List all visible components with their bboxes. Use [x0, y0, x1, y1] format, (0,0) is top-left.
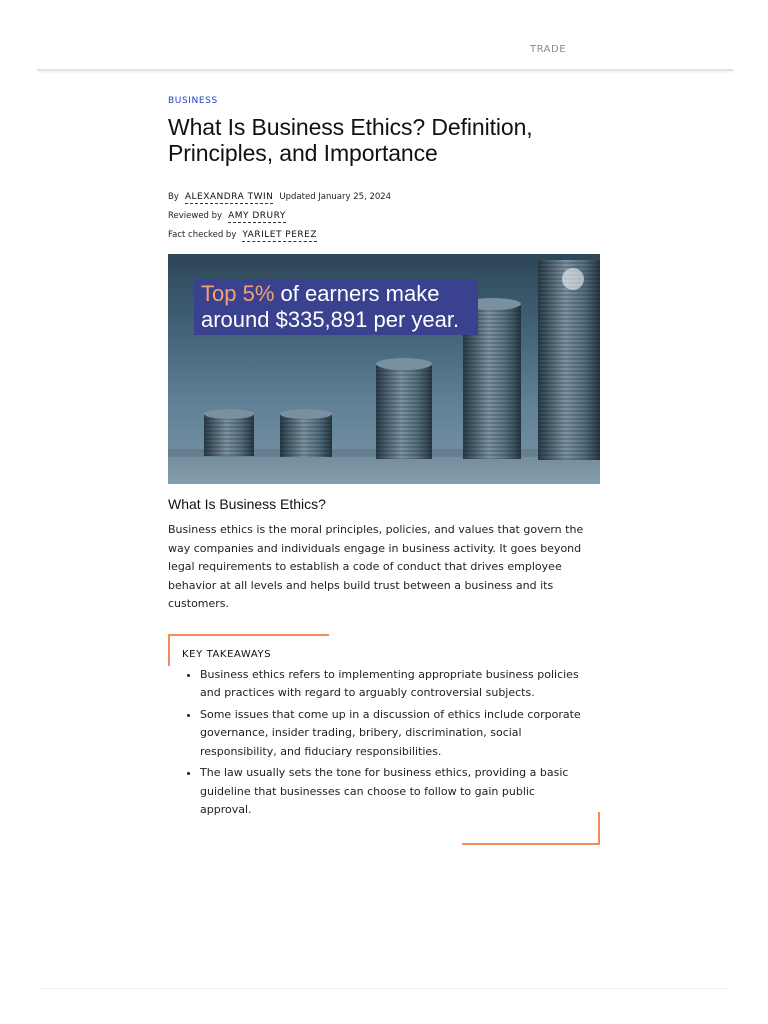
footer-divider: [40, 988, 728, 989]
category-link[interactable]: BUSINESS: [168, 96, 218, 106]
updated-date: Updated January 25, 2024: [279, 192, 392, 202]
accent-corner-right: [598, 812, 600, 845]
byline-reviewed-prefix: Reviewed by: [168, 211, 223, 221]
ad-highlight: Top 5%: [201, 281, 275, 306]
ad-headline-box: [194, 279, 478, 335]
byline-reviewer-row: [168, 207, 600, 226]
ad-line1-rest: of earners make: [274, 281, 440, 306]
factchecker-link[interactable]: YARILET PEREZ: [242, 230, 318, 240]
article: [168, 88, 600, 845]
accent-corner-top: [168, 634, 329, 636]
accent-corner-left: [168, 634, 170, 666]
header-divider: [37, 69, 733, 71]
key-takeaways-box: [168, 634, 600, 845]
byline-factcheck-prefix: Fact checked by: [168, 230, 237, 240]
list-item: • Business ethics refers to implementing appropriate business policies and practices with regard to arguably controversial subjects.: [200, 666, 582, 703]
byline: [168, 188, 600, 245]
list-item: • Some issues that come up in a discussion of ethics include corporate governance, insider trading, bribery, discrimination, social responsibility, and fiduciary responsibilities.: [200, 706, 582, 762]
byline-by-prefix: By: [168, 192, 179, 202]
byline-factcheck-row: [168, 226, 600, 245]
hero-ad-image[interactable]: [168, 254, 600, 484]
section-heading: What Is Business Ethics?: [168, 496, 326, 512]
intro-paragraph: Business ethics is the moral principles, policies, and values that govern the way companies and individuals engage in business activity. It goes beyond legal requirements to establish a code of conduct that drives employee behavior at all levels and helps build trust between a business and its customers.: [168, 523, 584, 610]
key-takeaways-list: [182, 666, 582, 820]
nav-link-trade[interactable]: TRADE: [530, 44, 567, 55]
advertiser-logo-icon[interactable]: [562, 268, 584, 290]
list-item: • The law usually sets the tone for business ethics, providing a basic guideline that businesses can choose to follow to gain public approval.: [200, 764, 582, 820]
ad-line2: around $335,891 per year.: [201, 307, 460, 332]
site-header: [0, 0, 768, 70]
reviewer-link[interactable]: AMY DRURY: [228, 211, 286, 221]
author-link[interactable]: ALEXANDRA TWIN: [184, 192, 274, 202]
byline-author-row: [168, 188, 600, 207]
accent-corner-bottom: [462, 843, 600, 845]
article-title: What Is Business Ethics? Definition, Principles, and Importance: [168, 114, 533, 166]
key-takeaways-title: KEY TAKEAWAYS: [182, 648, 272, 660]
